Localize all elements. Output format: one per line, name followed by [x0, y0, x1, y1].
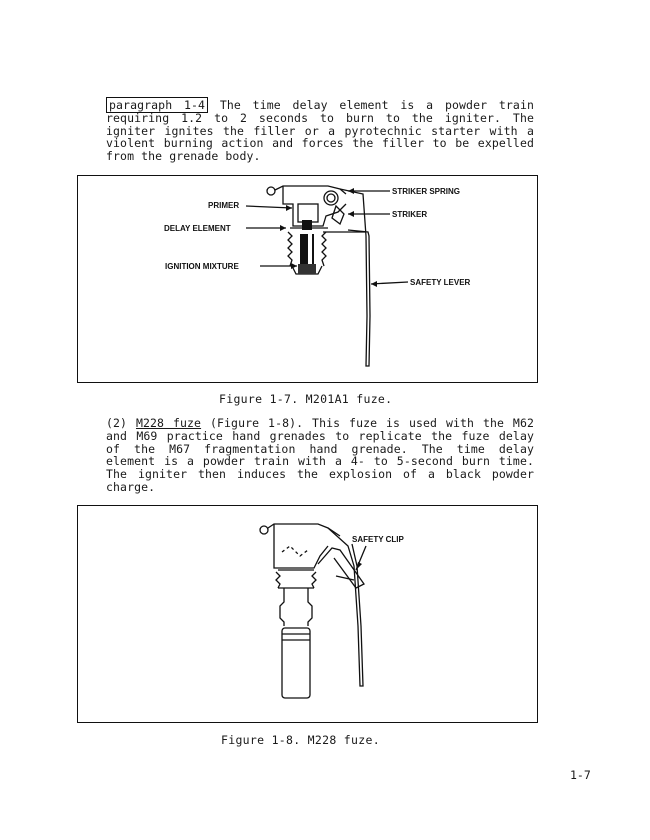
fuze-head-top-2	[268, 524, 340, 536]
m228-delay-body	[282, 628, 310, 698]
thread-left	[288, 232, 292, 266]
safety-lever-outline	[340, 189, 370, 366]
pull-ring-eye-2	[260, 526, 268, 534]
primer-mark	[302, 220, 312, 230]
label-striker-spring: STRIKER SPRING	[392, 187, 461, 196]
paragraph-2-number: (2)	[106, 416, 128, 430]
pull-ring-eye	[267, 187, 275, 195]
label-delay-element: DELAY ELEMENT	[164, 224, 231, 233]
m228-fuze-diagram	[78, 506, 537, 722]
page-number: 1-7	[570, 768, 591, 782]
striker-spring-coil	[324, 191, 338, 205]
label-primer: PRIMER	[208, 201, 240, 210]
label-safety-clip: SAFETY CLIP	[352, 535, 404, 544]
paragraph-1	[106, 99, 534, 163]
thread-right	[322, 232, 326, 266]
figure-1-8-caption: Figure 1-8. M228 fuze.	[221, 733, 380, 747]
m201a1-fuze-diagram	[78, 176, 537, 382]
paragraph-reference-box: paragraph 1-4	[106, 97, 208, 113]
figure-m228-fuze	[77, 505, 538, 723]
ignition-mixture-mark	[298, 264, 316, 274]
label-ignition-mixture: IGNITION MIXTURE	[165, 262, 239, 271]
paragraph-2-title: M228 fuze	[135, 416, 202, 430]
paragraph-1-text: The time delay element is a powder train requiring 1.2 to 2 seconds to burn to the igniter. The igniter ignites the filler or a pyrotechnic starter with a violent burning action and forces the filler to be expelled from the grenade body.	[106, 98, 535, 164]
label-striker: STRIKER	[392, 210, 428, 219]
paragraph-2	[106, 417, 534, 494]
safety-lever-2	[328, 528, 363, 686]
label-safety-lever: SAFETY LEVER	[410, 278, 471, 287]
paragraph-2-text: (Figure 1-8). This fuze is used with the M62 and M69 practice hand grenades to replicate the fuze delay of the M67 fragmentation hand grenade. The time delay element is a powder train with a 4- to 5-second burn time. The igniter then induces the explosion of a black powder charge.	[106, 416, 534, 494]
figure-1-7-caption: Figure 1-7. M201A1 fuze.	[219, 392, 393, 406]
figure-m201a1-fuze	[77, 175, 538, 383]
